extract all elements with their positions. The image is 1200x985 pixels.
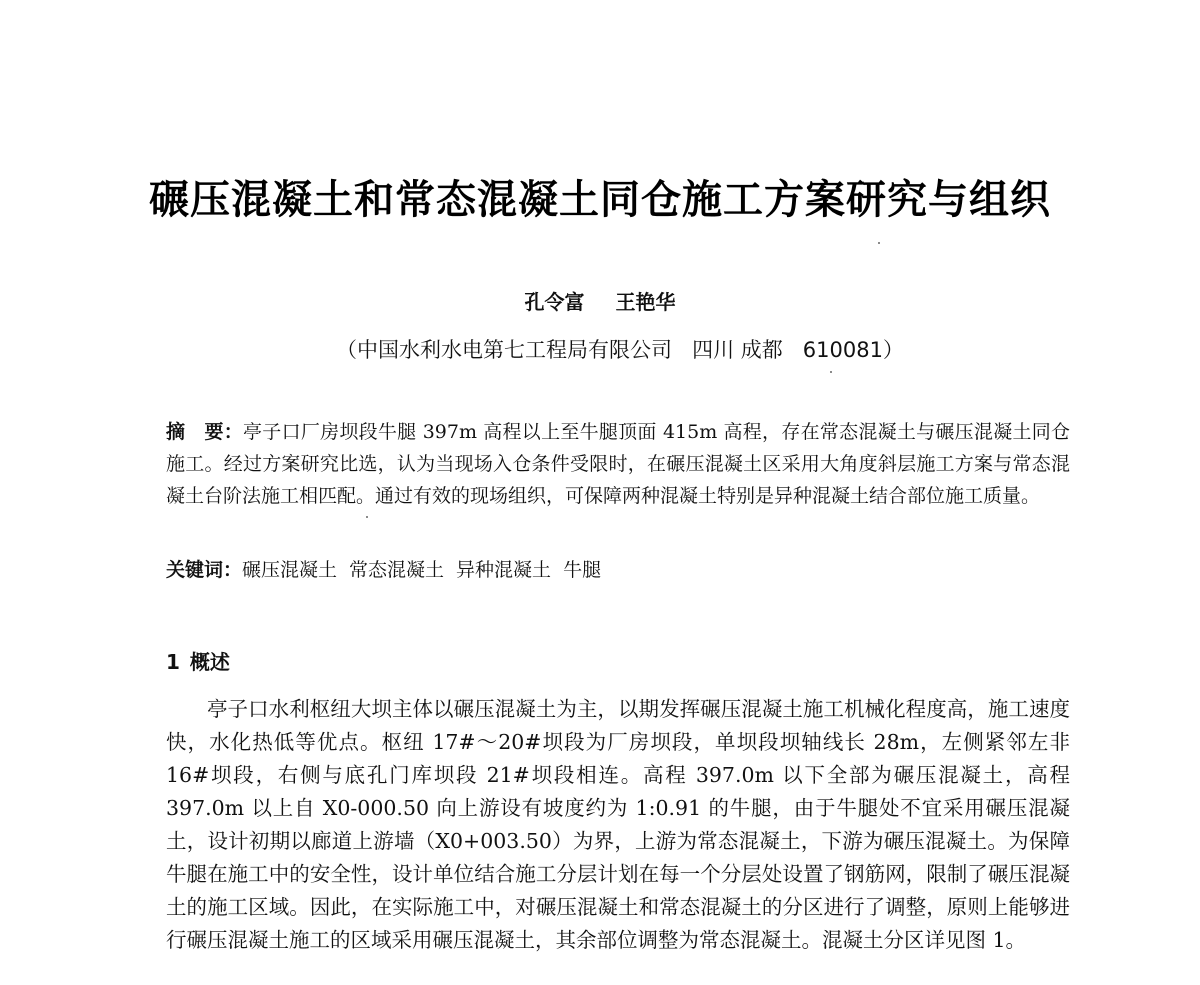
section-heading bbox=[166, 646, 230, 675]
affiliation: （中国水利水电第七工程局有限公司 四川 成都 610081） bbox=[336, 338, 904, 362]
keyword: 牛腿 bbox=[563, 559, 602, 581]
abstract-label: 摘 要： bbox=[166, 421, 244, 443]
keyword: 常态混凝土 bbox=[349, 559, 445, 581]
keywords bbox=[166, 555, 1070, 585]
section-body-text: 亭子口水利枢纽大坝主体以碾压混凝土为主，以期发挥碾压混凝土施工机械化程度高，施工速度快，水化热低等优点。枢纽 17#～20#坝段为厂房坝段，单坝段坝轴线长 28m，左侧紧邻左非 16#坝段，右侧与底孔门库坝段 21#坝段相连。高程 397.0m 以下全部为碾压混凝土，高程 397.0m 以上自 X0-000.50 向上游设有坡度约为 1:0.91 的牛腿，由于牛腿处不宜采用碾压混凝土，设计初期以廊道上游墙（X0+003.50）为界，上游为常态混凝土，下游为碾压混凝土。为保障牛腿在施工中的安全性，设计单位结合施工分层计划在每一个分层处设置了钢筋网，限制了碾压混凝土的施工区域。因此，在实际施工中，对碾压混凝土和常态混凝土的分区进行了调整，原则上能够进行碾压混凝土施工的区域采用碾压混凝土，其余部位调整为常态混凝土。混凝土分区详见图 1。 bbox=[166, 697, 1070, 952]
scan-speck bbox=[830, 371, 832, 373]
keyword: 异种混凝土 bbox=[456, 559, 552, 581]
author-list bbox=[0, 286, 1200, 315]
section-number: 1 bbox=[166, 650, 180, 674]
keyword: 碾压混凝土 bbox=[242, 559, 338, 581]
scan-speck bbox=[366, 516, 368, 518]
section-title: 概述 bbox=[189, 650, 230, 674]
author-name: 王艳华 bbox=[615, 290, 676, 314]
paper-title: 碾压混凝土和常态混凝土同仓施工方案研究与组织 bbox=[149, 177, 1051, 223]
scan-speck bbox=[878, 242, 880, 244]
author-name: 孔令富 bbox=[524, 290, 585, 314]
keywords-label: 关键词： bbox=[166, 559, 243, 581]
abstract bbox=[166, 416, 1070, 512]
abstract-text: 亭子口厂房坝段牛腿 397m 高程以上至牛腿顶面 415m 高程，存在常态混凝土与碾压混凝土同仓施工。经过方案研究比选，认为当现场入仓条件受限时，在碾压混凝土区采用大角度斜层施工方案与常态混凝土台阶法施工相匹配。通过有效的现场组织，可保障两种混凝土特别是异种混凝土结合部位施工质量。 bbox=[166, 421, 1070, 507]
